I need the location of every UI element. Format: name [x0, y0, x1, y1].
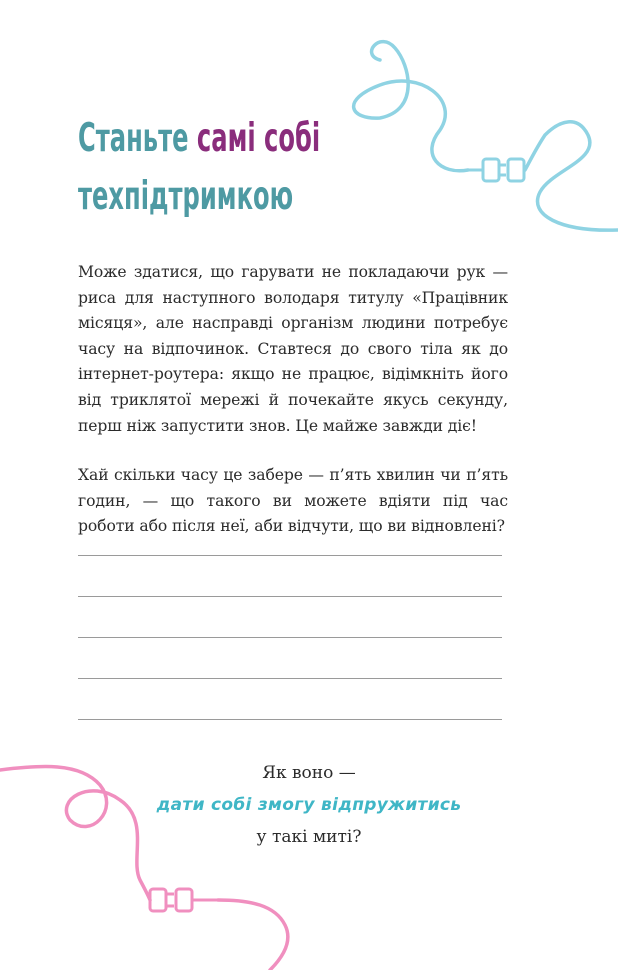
- writing-line[interactable]: [78, 678, 502, 719]
- paragraph-question: Хай скільки часу це забере — п’ять хвилин чи п’ять годин, — що такого ви можете вдіяти під час роботи або після неї, аби відчути, що ви відновлені?: [78, 466, 508, 536]
- quote-line-accent: дати собі змогу відпружитись: [156, 795, 462, 815]
- paragraph-intro: Може здатися, що гарувати не покладаючи рук — риса для наступного володаря титулу «Працівник місяця», але насправді організм людини потребує часу на відпочинок. Ставтеся до свого тіла як до інтернет-роутера: якщо не працює, відімкніть його від триклятої мережі й почекайте якусь секунду, перш ніж запустити знов. Це майже завжди діє!: [78, 263, 508, 435]
- quote-line-3: у такі миті?: [256, 827, 362, 847]
- quote-line-1: Як воно —: [262, 763, 356, 783]
- title-part-purple: самі собі: [196, 116, 321, 161]
- title-part-teal: Станьте: [78, 116, 197, 161]
- title-line-1: [78, 110, 321, 168]
- body-text: [78, 260, 508, 540]
- writing-lines: [78, 555, 502, 760]
- writing-line[interactable]: [78, 555, 502, 596]
- writing-line[interactable]: [78, 596, 502, 637]
- closing-quote: [0, 757, 618, 853]
- title-line-2: техпідтримкою: [78, 174, 294, 219]
- writing-line[interactable]: [78, 719, 502, 760]
- page-title: [78, 110, 321, 226]
- writing-line[interactable]: [78, 637, 502, 678]
